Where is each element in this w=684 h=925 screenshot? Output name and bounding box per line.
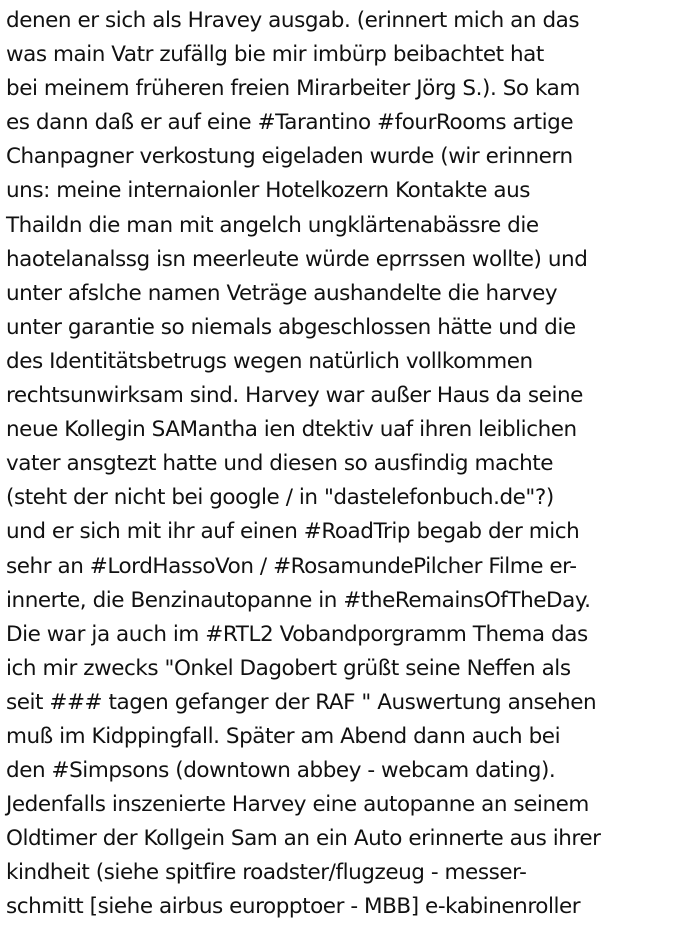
- text-line: innerte, die Benzinautopanne in #theRemainsOfTheDay.: [6, 587, 591, 613]
- text-line: Die war ja auch im #RTL2 Vobandporgramm Thema das: [6, 621, 588, 647]
- text-line: Thaildn die man mit angelch ungklärtenabässre die: [6, 212, 539, 238]
- text-line: schmitt [siehe airbus europptoer - MBB] e-kabinenroller: [6, 894, 581, 920]
- text-line: (steht der nicht bei google / in "dastelefonbuch.de"?): [6, 485, 554, 511]
- text-line: ich mir zwecks "Onkel Dagobert grüßt seine Neffen als: [6, 655, 571, 681]
- text-line: neue Kollegin SAMantha ien dtektiv uaf ihren leiblichen: [6, 417, 577, 443]
- text-line: den #Simpsons (downtown abbey - webcam dating).: [6, 758, 556, 784]
- text-line: Oldtimer der Kollgein Sam an ein Auto erinnerte aus ihrer: [6, 826, 601, 852]
- text-line: Chanpagner verkostung eigeladen wurde (wir erinnern: [6, 144, 573, 170]
- text-line: denen er sich als Hravey ausgab. (erinnert mich an das: [6, 8, 580, 33]
- text-line: sehr an #LordHassoVon / #RosamundePilcher Filme er-: [6, 553, 577, 579]
- text-line: bei meinem früheren freien Mirarbeiter Jörg S.). So kam: [6, 76, 580, 102]
- text-line: uns: meine internaionler Hotelkozern Kontakte aus: [6, 178, 531, 204]
- text-line: unter afslche namen Veträge aushandelte die harvey: [6, 280, 558, 306]
- text-line: unter garantie so niemals abgeschlossen hätte und die: [6, 314, 576, 340]
- text-line: rechtsunwirksam sind. Harvey war außer Haus da seine: [6, 383, 583, 409]
- text-line: vater ansgtezt hatte und diesen so ausfindig machte: [6, 451, 554, 477]
- text-line: haotelanalssg isn meerleute würde eprrssen wollte) und: [6, 246, 588, 272]
- text-line: es dann daß er auf eine #Tarantino #fourRooms artige: [6, 110, 574, 136]
- text-line: was main Vatr zufällg bie mir imbürp beibachtet hat: [6, 42, 544, 68]
- text-line: Jedenfalls inszenierte Harvey eine autopanne an seinem: [6, 792, 589, 818]
- document-text: [6, 4, 682, 925]
- text-line: kindheit (siehe spitfire roadster/flugzeug - messer-: [6, 860, 527, 886]
- text-line: muß im Kidppingfall. Später am Abend dann auch bei: [6, 723, 561, 749]
- text-line: seit ### tagen gefanger der RAF " Auswertung ansehen: [6, 689, 597, 715]
- text-line: und er sich mit ihr auf einen #RoadTrip begab der mich: [6, 519, 580, 545]
- text-line: des Identitätsbetrugs wegen natürlich vollkommen: [6, 348, 533, 374]
